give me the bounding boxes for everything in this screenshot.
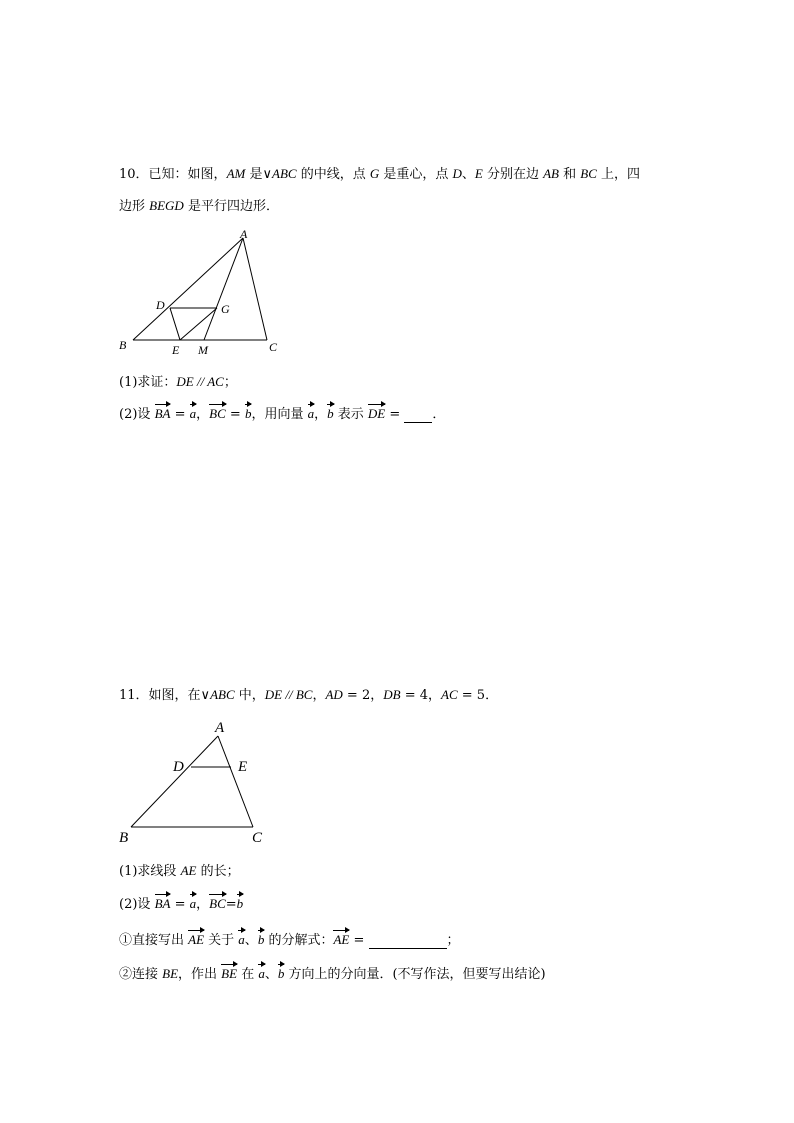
q10-line2-pre: 边形 (119, 199, 150, 214)
period: ． (432, 407, 446, 422)
vector-bc: BC (209, 406, 226, 421)
equals: = (170, 407, 190, 422)
q10-label-c: C (269, 340, 278, 354)
semicolon: ； (446, 933, 460, 948)
q11-ac: AC (441, 687, 458, 702)
q10-quad-name: BEGD (149, 198, 184, 213)
q10-seg-am (204, 238, 243, 340)
vector-a: a (189, 406, 197, 421)
q10-line1-segment: 和 (559, 167, 581, 182)
comma: ， (196, 897, 210, 912)
q10-line1-segment: AM (226, 166, 246, 181)
q10-part2-pre: (2)设 (119, 407, 155, 422)
q10-seg-ac (243, 238, 267, 340)
q10-seg-eg (180, 308, 217, 340)
q10-line1-segment: 是∨ (245, 167, 272, 182)
q10-line1-segment: 、 (461, 167, 475, 182)
q11-ad: AD (325, 687, 343, 702)
vector-b: b (244, 406, 252, 421)
q11-seg-ac (218, 736, 253, 827)
q10-seg-de (170, 308, 180, 340)
q11-parallel: DE // BC (264, 687, 313, 702)
equals: = (349, 933, 369, 948)
q10-part2-mid: ，用向量 (251, 407, 308, 422)
q10-answer-blank[interactable] (404, 406, 432, 423)
q10-statement-line2 (119, 198, 279, 215)
q11-label-c: C (252, 830, 263, 846)
vector-a: a (258, 966, 265, 981)
q11-sub2-mid2: 在 (237, 967, 259, 982)
q11-sub1-mid1: 关于 (204, 933, 239, 948)
q11-label-e: E (238, 759, 248, 775)
vector-ae: AE (188, 932, 205, 947)
q10-seg-ba (133, 238, 243, 340)
q11-sub2-mid1: ，作出 (178, 967, 222, 982)
q11-sub2-post: 方向上的分向量．(不写作法，但要写出结论) (284, 967, 546, 982)
q11-answer-blank[interactable] (369, 932, 447, 949)
equals: = (170, 897, 190, 912)
q10-figure (115, 225, 295, 360)
vector-b: b (277, 966, 285, 981)
comma: ， (314, 407, 328, 422)
separator: 、 (244, 933, 258, 948)
q11-sub2 (119, 966, 546, 983)
equals: = (225, 407, 245, 422)
q10-line1-segment: 分别在边 (482, 167, 544, 182)
q10-label-a: A (240, 227, 248, 241)
equals: = (385, 407, 405, 422)
q10-statement-line1 (119, 166, 640, 183)
vector-ae: AE (333, 932, 350, 947)
q10-line2-post: 是平行四边形． (183, 199, 279, 214)
q11-triangle: ABC (210, 687, 235, 702)
q11-segment-ae: AE (180, 863, 197, 878)
vector-a: a (238, 932, 245, 947)
vector-a: a (189, 896, 197, 911)
q11-label-d: D (173, 759, 184, 775)
q11-seg-ab (131, 736, 218, 827)
q11-line-pre: 如图，在∨ (148, 688, 211, 703)
q10-label-b: B (119, 338, 127, 352)
q11-number: 11． (119, 688, 149, 703)
vector-be: BE (221, 966, 238, 981)
q10-line1-segment: 上，四 (596, 167, 641, 182)
q11-part2 (119, 896, 243, 913)
q11-ad-value: = 2， (342, 688, 384, 703)
q11-line-mid: 中， (234, 688, 265, 703)
q10-part2 (119, 406, 445, 423)
vector-b: b (257, 932, 265, 947)
q10-line1-segment: 的中线，点 (296, 167, 370, 182)
q10-line1-segment: BC (580, 166, 597, 181)
q10-line1-text (149, 167, 640, 182)
q11-ac-value: = 5． (457, 688, 499, 703)
q10-line1-segment: G (369, 166, 380, 181)
q10-line1-segment: 是重心，点 (379, 167, 453, 182)
comma: ， (196, 407, 210, 422)
q10-line1-segment: ABC (272, 166, 297, 181)
vector-a: a (307, 406, 315, 421)
q10-line1-segment: E (474, 166, 483, 181)
q10-label-m: M (198, 343, 208, 357)
vector-ba: BA (154, 896, 171, 911)
q10-line1-segment: 已知：如图， (148, 167, 227, 182)
q10-label-g: G (221, 302, 230, 316)
vector-b: b (236, 896, 244, 911)
q11-statement (119, 687, 498, 704)
separator: 、 (264, 967, 278, 982)
q11-db-value: = 4， (400, 688, 442, 703)
q11-sub1 (119, 932, 460, 949)
q10-label-e: E (172, 343, 180, 357)
q10-part2-show: 表示 (333, 407, 368, 422)
q11-part1 (119, 863, 240, 880)
q11-figure (115, 715, 275, 850)
vector-ba: BA (154, 406, 171, 421)
q10-line1-segment: D (452, 166, 462, 181)
equals: = (225, 897, 237, 912)
q11-db: DB (383, 687, 401, 702)
vector-de: DE (367, 406, 386, 421)
q10-number: 10． (119, 167, 149, 182)
q11-sub2-pre: ②连接 (119, 967, 163, 982)
q10-line1-segment: AB (543, 166, 559, 181)
q10-part1-post: ； (223, 375, 237, 390)
q10-part1 (119, 374, 237, 391)
q11-part1-pre: (1)求线段 (119, 864, 181, 879)
q11-part2-pre: (2)设 (119, 897, 155, 912)
q10-part1-pre: (1)求证： (119, 375, 177, 390)
q11-label-a: A (215, 720, 225, 736)
q10-part1-expr: DE // AC (176, 374, 224, 389)
comma: ， (312, 688, 326, 703)
vector-bc: BC (209, 896, 226, 911)
q11-segment-be: BE (162, 966, 179, 981)
q11-sub1-pre: ①直接写出 (119, 933, 189, 948)
q10-label-d: D (156, 298, 165, 312)
vector-b: b (327, 406, 334, 421)
q11-sub1-mid2: 的分解式： (264, 933, 334, 948)
q11-part1-post: 的长； (196, 864, 240, 879)
q11-label-b: B (119, 830, 129, 846)
